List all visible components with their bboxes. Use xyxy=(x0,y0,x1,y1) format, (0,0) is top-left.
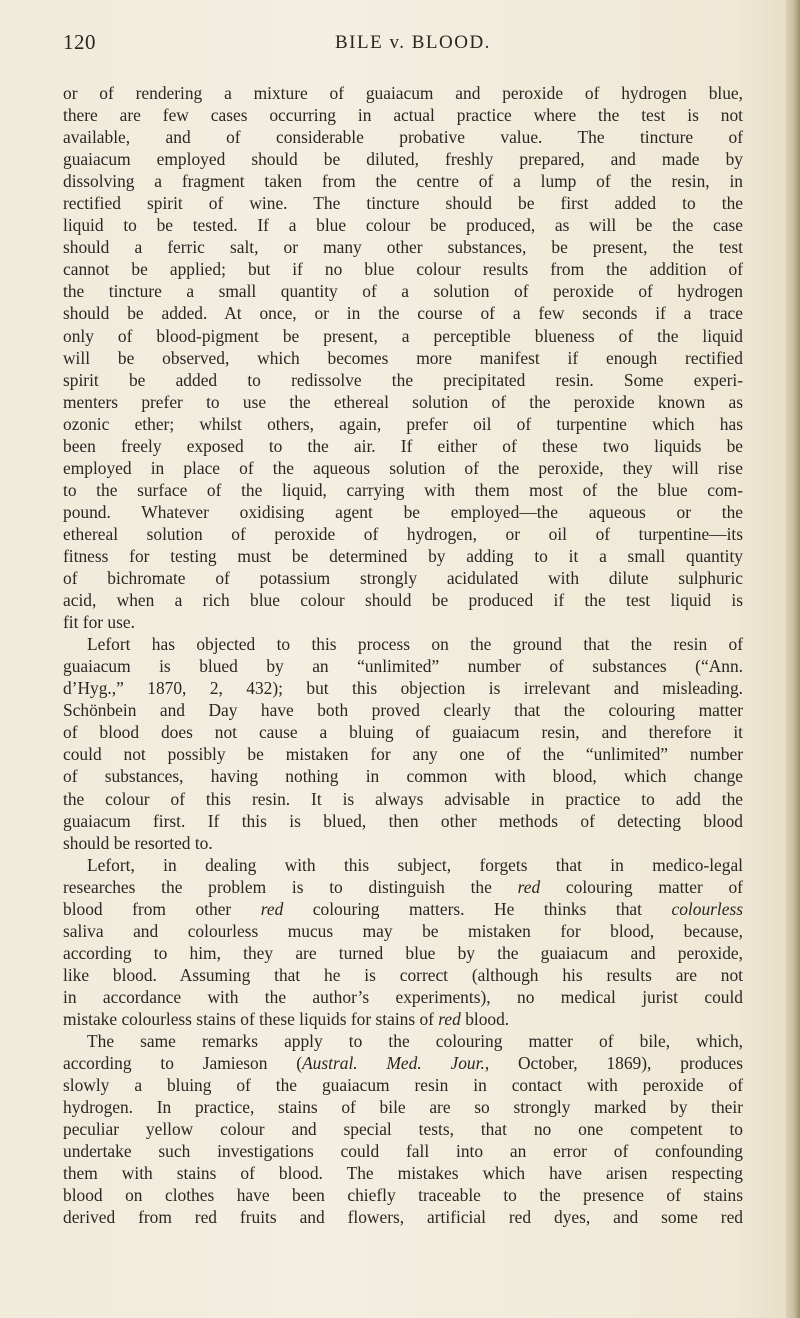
text-line: should be added. At once, or in the course of a few seconds if a trace xyxy=(63,303,743,324)
text-line: ethereal solution of peroxide of hydrogen, or oil of turpentine—its xyxy=(63,523,743,544)
text-line: blood from other red colouring matters. He thinks that colourless xyxy=(63,898,743,919)
running-head: BILE v. BLOOD. xyxy=(335,32,491,53)
text-line: blood on clothes have been chiefly traceable to the presence of stains xyxy=(63,1185,743,1206)
text-line: undertake such investigations could fall into an error of confounding xyxy=(63,1141,743,1162)
text-line: fitness for testing must be determined by adding to it a small quantity xyxy=(63,545,743,566)
text-line: of substances, having nothing in common with blood, which change xyxy=(63,766,743,787)
text-line: guaiacum is blued by an “unlimited” number of substances (“Ann. xyxy=(63,656,743,677)
text-line: ozonic ether; whilst others, again, prefer oil of turpentine which has xyxy=(63,413,743,434)
text-line: of blood does not cause a bluing of guaiacum resin, and therefore it xyxy=(63,722,743,743)
text-line: the colour of this resin. It is always advisable in practice to add the xyxy=(63,788,743,809)
text-line: only of blood-pigment be present, a perceptible blueness of the liquid xyxy=(63,325,743,346)
text-line: d’Hyg.,” 1870, 2, 432); but this objection is irrelevant and misleading. xyxy=(63,678,743,699)
page-header xyxy=(63,30,743,60)
paragraph-bile-colouring xyxy=(63,1030,743,1228)
text-line: mistake colourless stains of these liquids for stains of red blood. xyxy=(63,1008,510,1029)
text-line: researches the problem is to distinguish the red colouring matter of xyxy=(63,876,743,897)
text-line: hydrogen. In practice, stains of bile are so strongly marked by their xyxy=(63,1097,743,1118)
text-line: should a ferric salt, or many other substances, be present, the test xyxy=(63,237,743,258)
text-line: slowly a bluing of the guaiacum resin in contact with peroxide of xyxy=(63,1075,743,1096)
text-line: in accordance with the author’s experiments), no medical jurist could xyxy=(63,986,743,1007)
paragraph-lefort-medico-legal xyxy=(63,854,743,1030)
paragraph-guaiacum-test xyxy=(63,82,743,633)
text-line: cannot be applied; but if no blue colour results from the addition of xyxy=(63,259,743,280)
text-line: like blood. Assuming that he is correct (although his results are not xyxy=(63,964,743,985)
text-line: acid, when a rich blue colour should be produced if the test liquid is xyxy=(63,590,743,611)
text-line: Lefort has objected to this process on the ground that the resin of xyxy=(87,634,743,655)
text-line: according to him, they are turned blue by the guaiacum and peroxide, xyxy=(63,942,743,963)
text-line: available, and of considerable probative value. The tincture of xyxy=(63,127,743,148)
text-line: should be resorted to. xyxy=(63,832,213,853)
text-line: or of rendering a mixture of guaiacum and peroxide of hydrogen blue, xyxy=(63,83,743,103)
text-line: derived from red fruits and flowers, artificial red dyes, and some red xyxy=(63,1207,743,1228)
text-line: saliva and colourless mucus may be mistaken for blood, because, xyxy=(63,920,743,941)
text-line: spirit be added to redissolve the precipitated resin. Some experi- xyxy=(63,369,743,390)
text-line: rectified spirit of wine. The tincture should be first added to the xyxy=(63,193,743,214)
body-text xyxy=(63,82,743,1228)
text-line: guaiacum first. If this is blued, then other methods of detecting blood xyxy=(63,810,743,831)
paragraph-lefort-objection xyxy=(63,633,743,853)
text-line: fit for use. xyxy=(63,612,135,633)
text-line: been freely exposed to the air. If either of these two liquids be xyxy=(63,435,743,456)
text-line: of bichromate of potassium strongly acidulated with dilute sulphuric xyxy=(63,568,743,589)
text-line: Schönbein and Day have both proved clearly that the colouring matter xyxy=(63,700,743,721)
page-number: 120 xyxy=(63,30,96,54)
text-line: employed in place of the aqueous solution of the peroxide, they will rise xyxy=(63,457,743,478)
text-line: guaiacum employed should be diluted, freshly prepared, and made by xyxy=(63,149,743,170)
text-line: the tincture a small quantity of a solution of peroxide of hydrogen xyxy=(63,281,743,302)
text-line: Lefort, in dealing with this subject, forgets that in medico-legal xyxy=(87,854,743,875)
text-line: liquid to be tested. If a blue colour be produced, as will be the case xyxy=(63,215,743,236)
text-line: them with stains of blood. The mistakes which have arisen respecting xyxy=(63,1163,743,1184)
text-line: The same remarks apply to the colouring matter of bile, which, xyxy=(87,1031,743,1052)
text-line: could not possibly be mistaken for any one of the “unlimited” number xyxy=(63,744,743,765)
text-line: dissolving a fragment taken from the centre of a lump of the resin, in xyxy=(63,171,743,192)
text-line: to the surface of the liquid, carrying with them most of the blue com- xyxy=(63,479,743,500)
text-line: pound. Whatever oxidising agent be employed—the aqueous or the xyxy=(63,501,743,522)
page-edge-shadow xyxy=(786,0,800,1318)
text-line: menters prefer to use the ethereal solution of the peroxide known as xyxy=(63,391,743,412)
text-line: there are few cases occurring in actual practice where the test is not xyxy=(63,105,743,126)
text-line: will be observed, which becomes more manifest if enough rectified xyxy=(63,347,743,368)
text-line: according to Jamieson (Austral. Med. Jour., October, 1869), produces xyxy=(63,1053,743,1074)
text-line: peculiar yellow colour and special tests, that no one competent to xyxy=(63,1119,743,1140)
